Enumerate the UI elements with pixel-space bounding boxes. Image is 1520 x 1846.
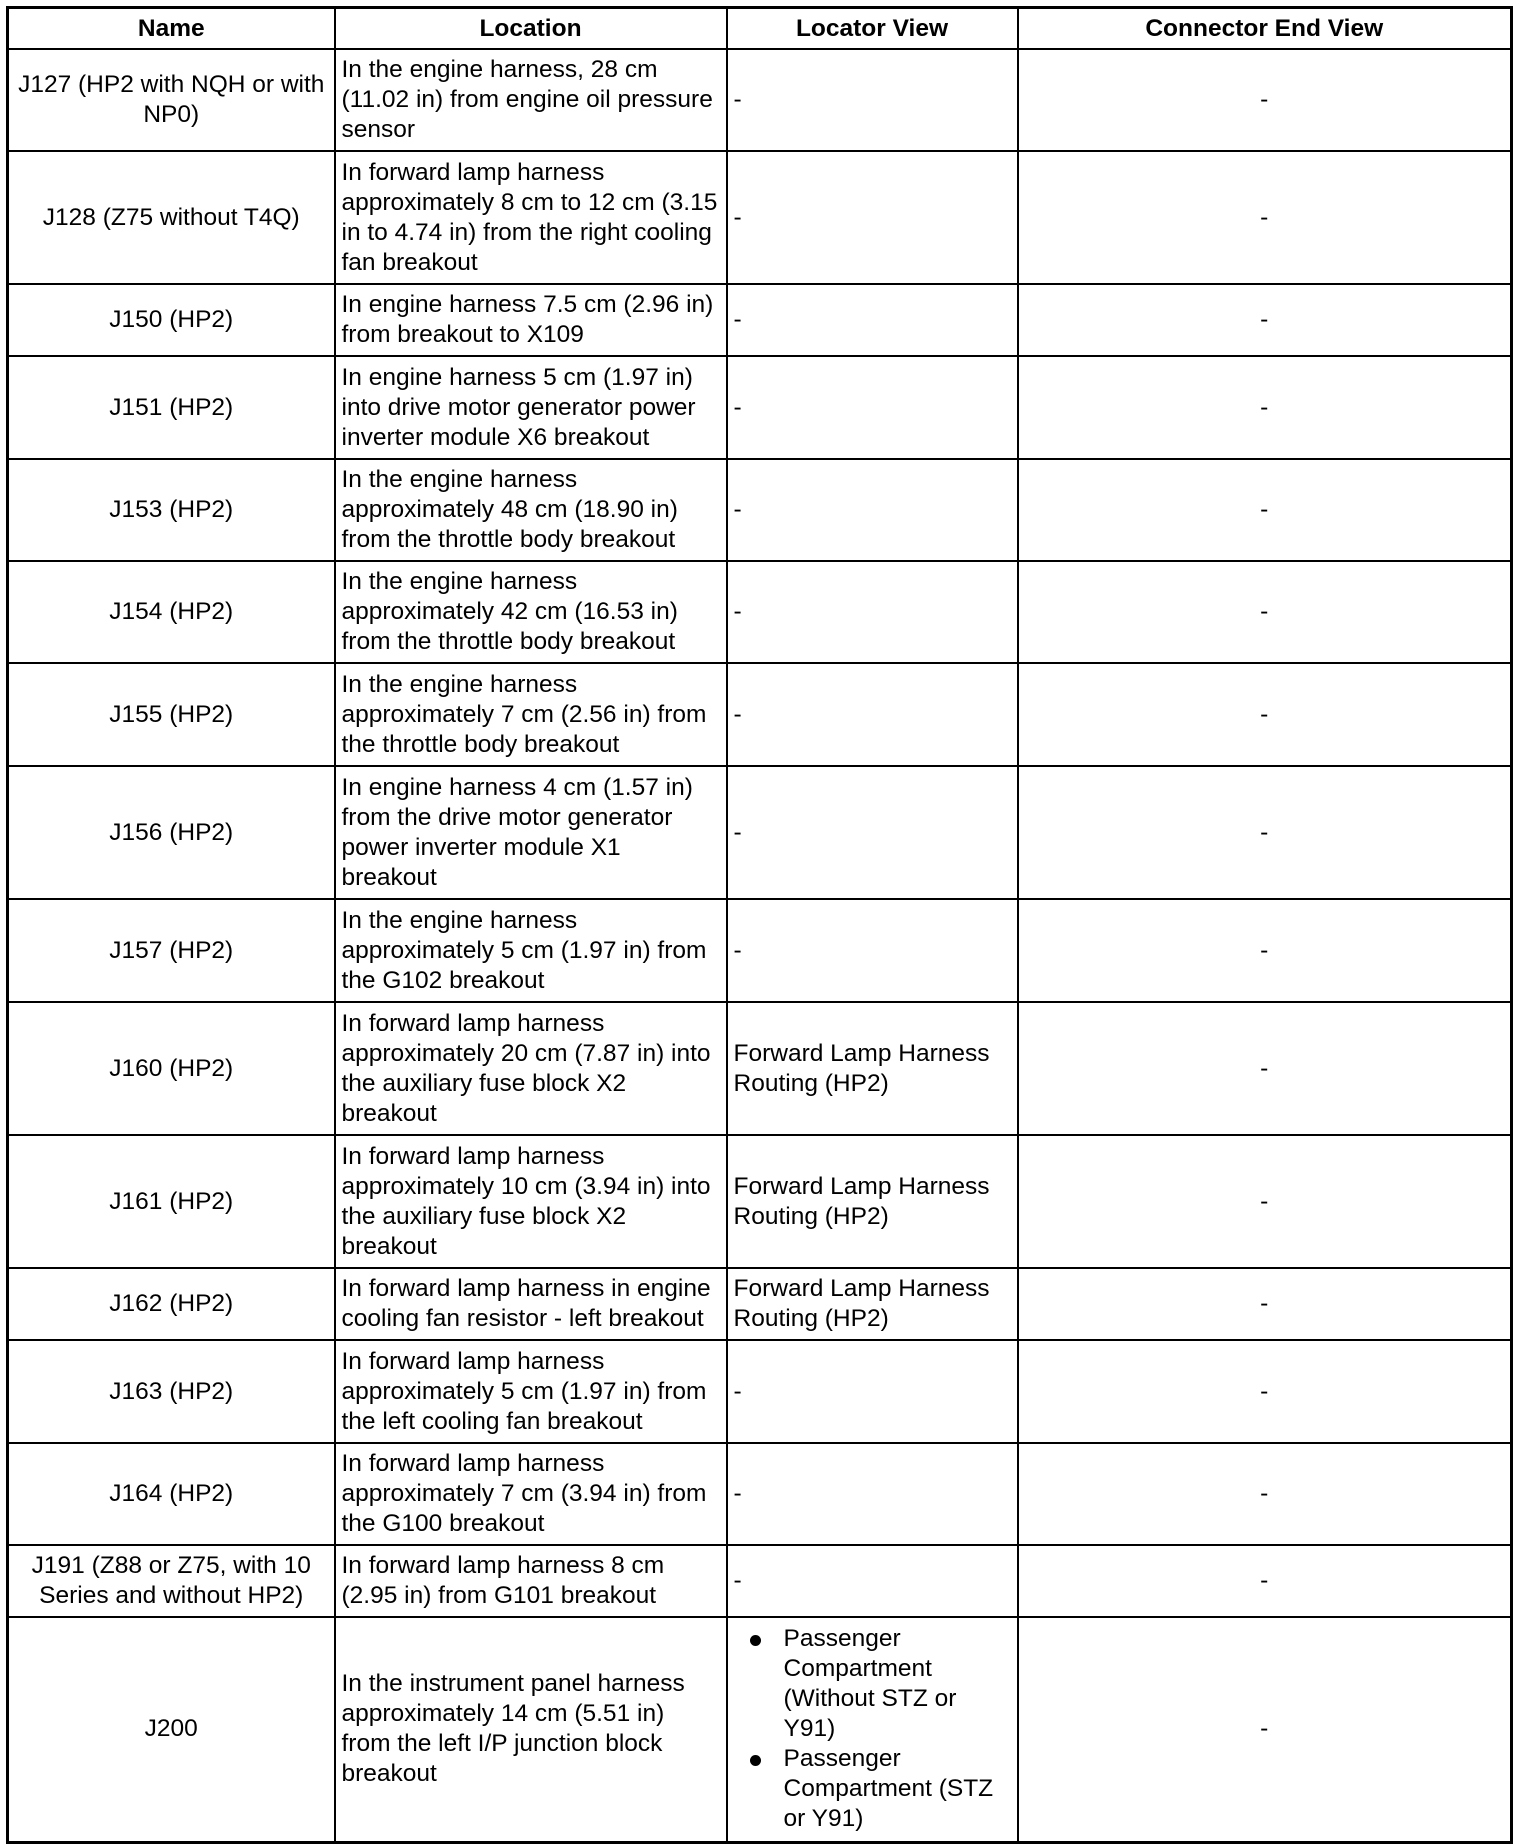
table-row [8,1545,1512,1617]
splice-location: In forward lamp harness approximately 20 cm (7.87 in) into the auxiliary fuse block X2 breakout [335,1002,727,1135]
table-row [8,561,1512,663]
splice-name: J155 (HP2) [8,663,335,766]
connector-end-view: - [1018,899,1512,1002]
table-row [8,151,1512,284]
table-row [8,1443,1512,1545]
connector-end-view: - [1018,561,1512,663]
locator-view: - [727,663,1018,766]
splice-location: In the instrument panel harness approximately 14 cm (5.51 in) from the left I/P junction block breakout [335,1617,727,1842]
locator-view: - [727,561,1018,663]
splice-location: In engine harness 4 cm (1.57 in) from the drive motor generator power inverter module X1 breakout [335,766,727,899]
splice-location: In forward lamp harness 8 cm (2.95 in) from G101 breakout [335,1545,727,1617]
splice-name: J154 (HP2) [8,561,335,663]
connector-end-view: - [1018,1617,1512,1842]
connector-end-view: - [1018,1268,1512,1340]
connector-end-view: - [1018,1443,1512,1545]
locator-view: - [727,1545,1018,1617]
connector-end-view: - [1018,459,1512,561]
splice-location: In forward lamp harness approximately 5 cm (1.97 in) from the left cooling fan breakout [335,1340,727,1443]
splice-name: J164 (HP2) [8,1443,335,1545]
connector-end-view: - [1018,1002,1512,1135]
table-row [8,1135,1512,1268]
table-row [8,356,1512,459]
locator-view: - [727,284,1018,356]
locator-view-item: Passenger Compartment (STZ or Y91) [750,1744,1011,1834]
connector-end-view: - [1018,151,1512,284]
header-connector-end-view: Connector End View [1018,8,1512,50]
locator-view: - [727,1340,1018,1443]
splice-location: In the engine harness approximately 42 cm (16.53 in) from the throttle body breakout [335,561,727,663]
connector-end-view: - [1018,1135,1512,1268]
locator-view-item: Passenger Compartment (Without STZ or Y91) [750,1624,1011,1744]
connector-end-view: - [1018,356,1512,459]
locator-view: - [727,766,1018,899]
splice-name: J191 (Z88 or Z75, with 10 Series and without HP2) [8,1545,335,1617]
splice-location: In forward lamp harness approximately 8 cm to 12 cm (3.15 in to 4.74 in) from the right cooling fan breakout [335,151,727,284]
splice-name: J153 (HP2) [8,459,335,561]
splice-location: In engine harness 7.5 cm (2.96 in) from breakout to X109 [335,284,727,356]
locator-view: Forward Lamp Harness Routing (HP2) [727,1135,1018,1268]
locator-view: - [727,49,1018,151]
splice-location: In the engine harness approximately 48 cm (18.90 in) from the throttle body breakout [335,459,727,561]
header-row [8,8,1512,50]
locator-view [727,1617,1018,1842]
table-header [8,8,1512,50]
connector-end-view: - [1018,1340,1512,1443]
table-row [8,1268,1512,1340]
splice-name: J127 (HP2 with NQH or with NP0) [8,49,335,151]
splice-name: J157 (HP2) [8,899,335,1002]
locator-view: - [727,899,1018,1002]
splice-location: In forward lamp harness approximately 7 cm (3.94 in) from the G100 breakout [335,1443,727,1545]
locator-view: - [727,356,1018,459]
connector-end-view: - [1018,766,1512,899]
splice-location: In forward lamp harness approximately 10 cm (3.94 in) into the auxiliary fuse block X2 breakout [335,1135,727,1268]
locator-view: - [727,459,1018,561]
table-row [8,1340,1512,1443]
connector-end-view: - [1018,663,1512,766]
table-row [8,663,1512,766]
table-row [8,49,1512,151]
table-row [8,766,1512,899]
splice-name: J161 (HP2) [8,1135,335,1268]
splice-location: In the engine harness approximately 5 cm (1.97 in) from the G102 breakout [335,899,727,1002]
splice-location: In forward lamp harness in engine cooling fan resistor - left breakout [335,1268,727,1340]
table-row [8,1002,1512,1135]
splice-name: J200 [8,1617,335,1842]
locator-view: Forward Lamp Harness Routing (HP2) [727,1002,1018,1135]
table-body [8,49,1512,1842]
locator-view: - [727,1443,1018,1545]
splice-location: In the engine harness, 28 cm (11.02 in) from engine oil pressure sensor [335,49,727,151]
splice-location-table [6,6,1513,1844]
locator-view: Forward Lamp Harness Routing (HP2) [727,1268,1018,1340]
splice-location: In the engine harness approximately 7 cm (2.56 in) from the throttle body breakout [335,663,727,766]
header-location: Location [335,8,727,50]
connector-end-view: - [1018,49,1512,151]
splice-name: J163 (HP2) [8,1340,335,1443]
splice-name: J128 (Z75 without T4Q) [8,151,335,284]
header-locator-view: Locator View [727,8,1018,50]
splice-location: In engine harness 5 cm (1.97 in) into drive motor generator power inverter module X6 breakout [335,356,727,459]
table-row [8,459,1512,561]
locator-view-list [734,1624,1011,1834]
header-name: Name [8,8,335,50]
splice-name: J162 (HP2) [8,1268,335,1340]
table-row [8,1617,1512,1842]
splice-name: J160 (HP2) [8,1002,335,1135]
locator-view: - [727,151,1018,284]
connector-end-view: - [1018,284,1512,356]
table-row [8,899,1512,1002]
splice-name: J150 (HP2) [8,284,335,356]
table-row [8,284,1512,356]
splice-name: J151 (HP2) [8,356,335,459]
connector-end-view: - [1018,1545,1512,1617]
splice-name: J156 (HP2) [8,766,335,899]
